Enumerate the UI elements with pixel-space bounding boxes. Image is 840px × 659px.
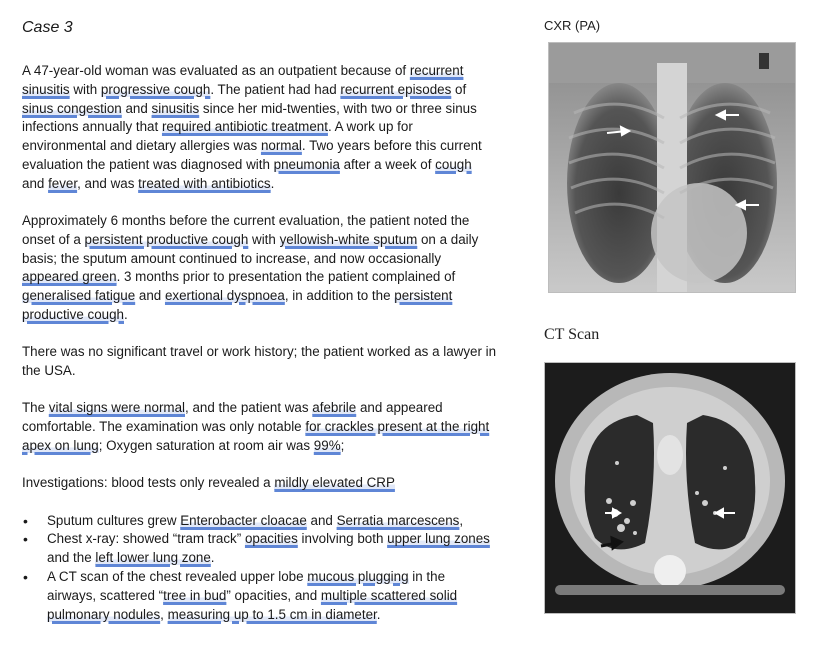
highlighted-phrase: mildly elevated CRP xyxy=(274,475,395,491)
highlighted-phrase: recurrent episodes xyxy=(340,81,452,97)
text-run: . xyxy=(376,606,381,622)
highlighted-phrase: pneumonia xyxy=(273,156,340,172)
cxr-label: CXR (PA) xyxy=(544,18,601,33)
highlighted-phrase: sinusitis xyxy=(151,100,200,116)
highlighted-phrase: persistent productive cough xyxy=(84,231,249,247)
highlighted-phrase: sinus congestion xyxy=(22,100,122,116)
text-run: A CT scan of the chest revealed upper lobe xyxy=(47,569,308,585)
text-run: and xyxy=(22,175,49,191)
investigations-paragraph xyxy=(22,474,497,493)
highlighted-phrase: afebrile xyxy=(312,400,357,416)
highlighted-phrase: opacities xyxy=(244,531,298,547)
highlighted-phrase: multiple scattered solid pulmonary nodules xyxy=(47,587,458,622)
case-text-column xyxy=(22,18,497,624)
text-run: and the xyxy=(47,550,96,566)
symptoms-paragraph xyxy=(22,212,497,325)
social-history-paragraph xyxy=(22,343,497,381)
text-run: and xyxy=(121,100,152,116)
highlighted-phrase: progressive cough xyxy=(100,81,211,97)
highlighted-phrase: required antibiotic treatment xyxy=(161,119,328,135)
text-run: with xyxy=(248,231,280,247)
text-run: of xyxy=(451,81,467,97)
text-run: . The patient had had xyxy=(210,81,341,97)
highlighted-phrase: fever xyxy=(48,175,78,191)
finding-sputum-culture xyxy=(47,512,497,531)
highlighted-phrase: Enterobacter cloacae xyxy=(180,512,307,528)
text-run: on a daily basis; the sputum amount continued to increase, and now occasionally xyxy=(22,231,479,266)
text-run: and appeared comfortable. The examination was only notable xyxy=(22,400,443,435)
text-run: ; xyxy=(340,438,345,454)
ct-label: CT Scan xyxy=(544,326,600,343)
text-run: , xyxy=(160,606,168,622)
text-run: The xyxy=(22,400,49,416)
text-run: with xyxy=(69,81,101,97)
text-run: . 3 months prior to presentation the patient complained of xyxy=(116,269,456,285)
text-run: Chest x-ray: showed “tram track” xyxy=(47,531,245,547)
highlighted-phrase: recurrent sinusitis xyxy=(22,63,464,97)
finding-chest-xray xyxy=(47,530,497,568)
text-run: Investigations: blood tests only revealed a xyxy=(22,475,275,491)
text-run: and xyxy=(135,288,165,304)
text-run: involving both xyxy=(297,531,388,547)
finding-ct-scan xyxy=(47,568,497,624)
text-run: A 47-year-old woman was evaluated as an outpatient because of xyxy=(22,63,410,78)
text-run: since her mid-twenties, with two or three sinus infections annually that xyxy=(22,100,477,135)
text-run: ; Oxygen saturation at room air was xyxy=(98,438,314,454)
text-run: , and was xyxy=(77,175,139,191)
highlighted-phrase: 99% xyxy=(313,438,341,454)
highlighted-phrase: generalised fatigue xyxy=(22,288,136,304)
text-run: . xyxy=(270,175,275,191)
text-run: , and the patient was xyxy=(185,400,313,416)
text-run: . Two years before this current evaluation the patient was diagnosed with xyxy=(22,138,482,172)
highlighted-phrase: cough xyxy=(435,156,472,172)
highlighted-phrase: left lower lung zone xyxy=(95,550,211,566)
text-run: . xyxy=(124,307,128,323)
highlighted-phrase: mucous plugging xyxy=(307,569,409,585)
case-title: Case 3 xyxy=(22,19,73,36)
highlighted-phrase: vital signs were normal xyxy=(48,400,185,416)
highlighted-phrase: upper lung zones xyxy=(387,531,490,547)
highlighted-phrase: for crackles present at the right apex on lung xyxy=(22,419,490,454)
highlighted-phrase: measuring up to 1.5 cm in diameter xyxy=(167,606,377,622)
highlighted-phrase: yellowish-white sputum xyxy=(279,231,418,247)
findings-list xyxy=(22,512,497,625)
text-run: ” opacities, and xyxy=(226,587,321,603)
text-run: . xyxy=(210,550,215,566)
text-run: after a week of xyxy=(339,156,436,172)
text-run: in the airways, scattered “ xyxy=(47,569,446,603)
chest-xray-image xyxy=(548,42,796,293)
highlighted-phrase: exertional dyspnoea xyxy=(164,288,285,304)
highlighted-phrase: Serratia marcescens xyxy=(336,512,460,528)
text-run: There was no significant travel or work history; the patient worked as a lawyer in the USA. xyxy=(22,344,497,379)
text-run: Approximately 6 months before the current evaluation, the patient noted the onset of a xyxy=(22,213,470,247)
ct-scan-image xyxy=(544,362,796,614)
highlighted-phrase: appeared green xyxy=(22,269,117,285)
examination-paragraph xyxy=(22,399,497,455)
highlighted-phrase: treated with antibiotics xyxy=(138,175,271,191)
highlighted-phrase: normal xyxy=(260,138,302,154)
text-run: . A work up for environmental and dietary allergies was xyxy=(22,119,413,154)
highlighted-phrase: tree in bud xyxy=(163,587,227,603)
text-run: and xyxy=(306,512,337,528)
history-paragraph xyxy=(22,62,497,194)
text-run: Sputum cultures grew xyxy=(47,512,181,528)
highlighted-phrase: persistent productive cough xyxy=(22,288,453,323)
text-run: , in addition to the xyxy=(284,288,395,304)
text-run: , xyxy=(459,512,464,528)
